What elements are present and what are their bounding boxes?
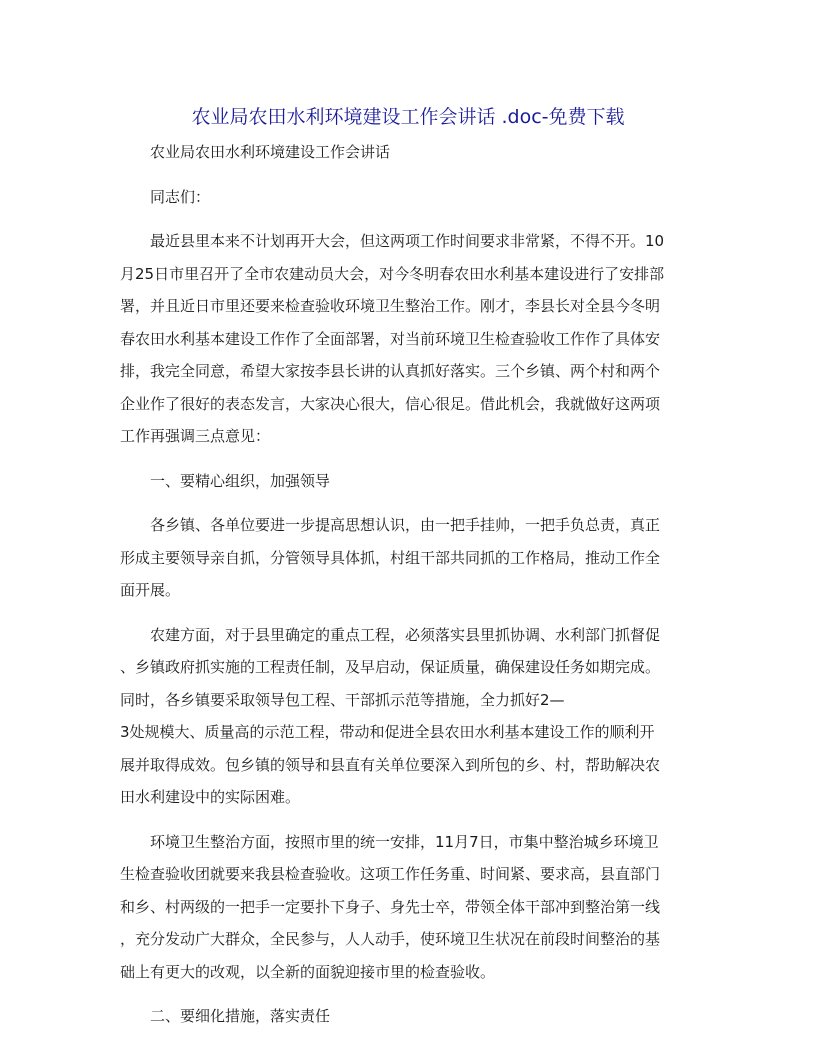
paragraph-line: 农建方面，对于县里确定的重点工程，必须落实县里抓协调、水利部门抓督促: [150, 625, 661, 644]
paragraph-line: 展并取得成效。包乡镇的领导和县直有关单位要深入到所包的乡、村，帮助解决农: [120, 755, 661, 774]
paragraph-line: 工作再强调三点意见：: [120, 427, 271, 445]
paragraph-3: [120, 619, 700, 814]
paragraph-line: 月25日市里召开了全市农建动员大会，对今冬明春农田水利基本建设进行了安排部: [120, 264, 665, 283]
document-body: [120, 136, 700, 1033]
paragraph-line: 面开展。: [120, 581, 181, 599]
salutation: [120, 181, 700, 214]
salutation-line: 同志们：: [150, 187, 211, 206]
paragraph-line: 最近县里本来不计划再开大会，但这两项工作时间要求非常紧，不得不开。10: [150, 232, 665, 250]
paragraph-line: 同时，各乡镇要采取领导包工程、干部抓示范等措施，全力抓好2—: [120, 690, 565, 709]
paragraph-line: ，充分发动广大群众，全民参与，人人动手，使环境卫生状况在前段时间整治的基: [120, 930, 661, 948]
paragraph-1: [120, 225, 700, 453]
paragraph-line: 田水利建设中的实际困难。: [120, 788, 301, 806]
paragraph-line: 3处规模大、质量高的示范工程，带动和促进全县农田水利基本建设工作的顺利开: [120, 723, 655, 741]
document-subtitle: [120, 136, 700, 169]
paragraph-2: [120, 509, 700, 607]
paragraph-4: [120, 826, 700, 989]
paragraph-line: 署，并且近日市里还要来检查验收环境卫生整治工作。刚才，李县长对全县今冬明: [120, 297, 661, 315]
paragraph-line: 础上有更大的改观，以全新的面貌迎接市里的检查验收。: [120, 962, 496, 981]
section-heading-1: [120, 465, 700, 498]
subtitle-line: 农业局农田水利环境建设工作会讲话: [150, 143, 391, 161]
paragraph-line: 生检查验收团就要来我县检查验收。这项工作任务重、时间紧、要求高，县直部门: [120, 865, 661, 883]
heading-line: 一、要精心组织，加强领导: [150, 471, 331, 490]
paragraph-line: 、乡镇政府抓实施的工程责任制，及早启动，保证质量，确保建设任务如期完成。: [120, 658, 661, 676]
paragraph-line: 形成主要领导亲自抓，分管领导具体抓，村组干部共同抓的工作格局，推动工作全: [120, 548, 661, 567]
section-heading-2: [120, 1000, 700, 1033]
heading-line: 二、要细化措施，落实责任: [150, 1007, 331, 1025]
paragraph-line: 企业作了很好的表态发言，大家决心很大，信心很足。借此机会，我就做好这两项: [120, 394, 661, 413]
paragraph-line: 和乡、村两级的一把手一定要扑下身子、身先士卒，带领全体干部冲到整治第一线: [120, 897, 661, 916]
paragraph-line: 环境卫生整治方面，按照市里的统一安排，11月7日，市集中整治城乡环境卫: [150, 832, 659, 851]
paragraph-line: 排，我完全同意，希望大家按李县长讲的认真抓好落实。三个乡镇、两个村和两个: [120, 362, 661, 380]
document-title: 农业局农田水利环境建设工作会讲话 .doc-免费下载: [191, 106, 625, 128]
paragraph-line: 各乡镇、各单位要进一步提高思想认识，由一把手挂帅，一把手负总责，真正: [150, 516, 661, 534]
paragraph-line: 春农田水利基本建设工作作了全面部署，对当前环境卫生检查验收工作作了具体安: [120, 329, 661, 348]
